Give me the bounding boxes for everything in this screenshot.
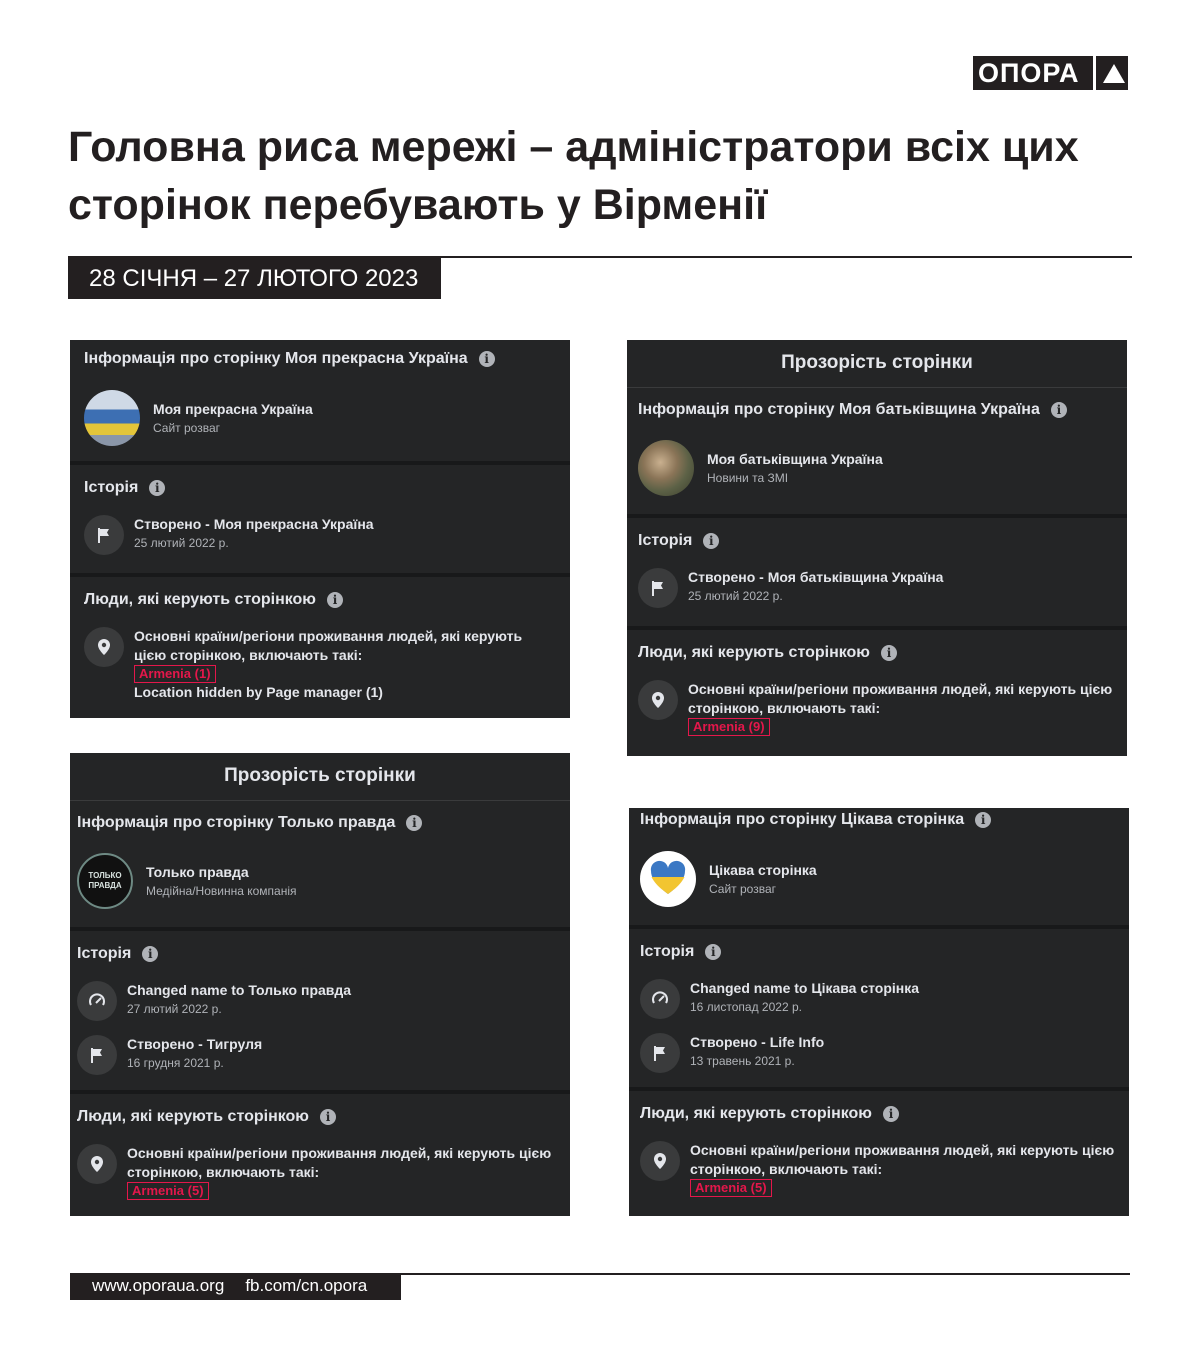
section-title: Історія (638, 532, 693, 549)
headline: Головна риса мережі – адміністратори всіх цих сторінок перебувають у Вірменії (68, 123, 1079, 229)
history-label: Створено - Моя батьківщина Україна (688, 569, 944, 585)
avatar[interactable] (640, 851, 696, 907)
info-icon[interactable]: i (703, 533, 719, 549)
section-title: Інформація про сторінку Цікава сторінка (640, 811, 965, 828)
avatar[interactable] (84, 390, 140, 446)
page-info-section (70, 801, 570, 931)
history-date: 16 грудня 2021 р. (127, 1056, 224, 1070)
page-name[interactable]: Только правда (146, 864, 249, 880)
flag-icon (638, 568, 678, 608)
history-section (629, 929, 1129, 1091)
info-icon[interactable]: i (883, 1106, 899, 1122)
location-pin-icon (77, 1144, 117, 1184)
history-section (70, 465, 570, 577)
info-icon[interactable]: i (149, 480, 165, 496)
country-armenia: Armenia (5) (127, 1182, 209, 1200)
page-category: Сайт розваг (709, 882, 777, 896)
info-icon[interactable]: i (479, 351, 495, 367)
opora-logo (973, 56, 1128, 90)
info-icon[interactable]: i (406, 815, 422, 831)
logo-text: ОПОРА (973, 56, 1093, 90)
section-title: Люди, які керують сторінкою (640, 1105, 872, 1122)
page-info-section (70, 340, 570, 465)
people-description: Основні країни/регіони проживання людей, які керують цією сторінкою, включають такі: (690, 1142, 1115, 1177)
flag-icon (84, 515, 124, 555)
page-category: Новини та ЗМІ (707, 471, 789, 485)
section-title: Історія (84, 479, 139, 496)
flag-icon (77, 1035, 117, 1075)
people-section (70, 577, 570, 718)
avatar[interactable] (638, 440, 694, 496)
history-section (627, 518, 1127, 630)
website-link[interactable]: www.oporaua.org (92, 1276, 225, 1295)
page-name[interactable]: Моя прекрасна Україна (153, 401, 313, 417)
rename-icon (77, 981, 117, 1021)
section-title: Люди, які керують сторінкою (77, 1108, 309, 1125)
info-icon[interactable]: i (1051, 402, 1067, 418)
info-icon[interactable]: i (705, 944, 721, 960)
avatar-text: ТОЛЬКО ПРАВДА (88, 871, 122, 890)
footer (70, 1273, 401, 1300)
avatar[interactable] (77, 853, 133, 909)
history-date: 13 травень 2021 р. (690, 1054, 795, 1068)
country-armenia: Armenia (9) (688, 718, 770, 736)
location-pin-icon (640, 1141, 680, 1181)
info-icon[interactable]: i (142, 946, 158, 962)
page-info-section (629, 808, 1129, 929)
people-section (629, 1091, 1129, 1216)
country-armenia: Armenia (1) (134, 665, 216, 683)
heart-icon (648, 859, 688, 899)
date-range: 28 СІЧНЯ – 27 ЛЮТОГО 2023 (68, 258, 441, 299)
info-icon[interactable]: i (327, 592, 343, 608)
history-date: 27 лютий 2022 р. (127, 1002, 222, 1016)
people-section (70, 1094, 570, 1216)
location-hidden: Location hidden by Page manager (1) (134, 684, 383, 700)
section-title: Інформація про сторінку Моя прекрасна Україна (84, 350, 468, 367)
history-label: Створено - Тигруля (127, 1036, 263, 1052)
facebook-link[interactable]: fb.com/cn.opora (245, 1276, 368, 1295)
triangle-up-icon (1093, 56, 1128, 90)
page-info-section (627, 388, 1127, 518)
section-title: Люди, які керують сторінкою (638, 644, 870, 661)
panel-title: Прозорість сторінки (627, 340, 1127, 388)
rename-icon (640, 979, 680, 1019)
section-title: Історія (640, 943, 695, 960)
country-armenia: Armenia (5) (690, 1179, 772, 1197)
history-label: Створено - Life Info (690, 1034, 825, 1050)
history-date: 25 лютий 2022 р. (134, 536, 229, 550)
flag-icon (640, 1033, 680, 1073)
page-category: Медійна/Новинна компанія (146, 884, 297, 898)
info-icon[interactable]: i (320, 1109, 336, 1125)
history-date: 25 лютий 2022 р. (688, 589, 783, 603)
people-description: Основні країни/регіони проживання людей, які керують цією сторінкою, включають такі: (127, 1145, 552, 1180)
section-title: Інформація про сторінку Моя батьківщина Україна (638, 401, 1040, 418)
people-description: Основні країни/регіони проживання людей, які керують цією сторінкою, включають такі: (134, 628, 523, 663)
history-section (70, 931, 570, 1094)
history-label: Changed name to Только правда (127, 982, 352, 998)
history-label: Changed name to Цікава сторінка (690, 980, 920, 996)
location-pin-icon (638, 680, 678, 720)
info-icon[interactable]: i (881, 645, 897, 661)
section-title: Інформація про сторінку Только правда (77, 814, 396, 831)
history-date: 16 листопад 2022 р. (690, 1000, 802, 1014)
page-transparency-panel-2 (627, 340, 1127, 756)
people-description: Основні країни/регіони проживання людей, які керують цією сторінкою, включають такі: (688, 681, 1113, 716)
page-transparency-panel-1 (70, 340, 570, 718)
people-section (627, 630, 1127, 756)
panel-title: Прозорість сторінки (70, 753, 570, 801)
history-label: Створено - Моя прекрасна Україна (134, 516, 374, 532)
page-name[interactable]: Цікава сторінка (709, 862, 817, 878)
page-transparency-panel-3 (70, 753, 570, 1216)
section-title: Люди, які керують сторінкою (84, 591, 316, 608)
info-icon[interactable]: i (975, 812, 991, 828)
location-pin-icon (84, 627, 124, 667)
page-name[interactable]: Моя батьківщина Україна (707, 451, 883, 467)
section-title: Історія (77, 945, 132, 962)
page-category: Сайт розваг (153, 421, 221, 435)
page-transparency-panel-4 (629, 808, 1129, 1216)
